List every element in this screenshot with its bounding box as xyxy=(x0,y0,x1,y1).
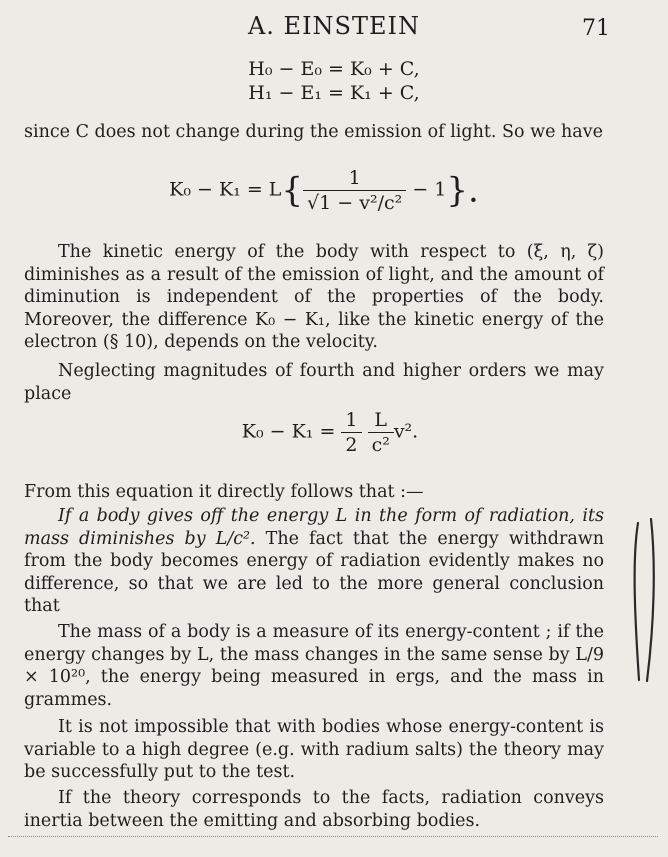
handwritten-margin-mark-icon xyxy=(626,515,662,685)
equation-2-denominator: √1 − v²/c² xyxy=(307,192,403,214)
equation-3-l-numerator: L xyxy=(368,408,394,433)
paragraph-5-rest: The fact that the energy withdrawn from the body becomes energy of radiation evidently makes no difference, so that we are led to the more general conclusion that xyxy=(24,528,605,616)
equation-1-line-2: H₁ − E₁ = K₁ + C, xyxy=(248,82,420,104)
page-number: 71 xyxy=(582,16,610,41)
equation-3-tail: v². xyxy=(393,420,419,443)
running-header: A. EINSTEIN xyxy=(247,12,421,40)
paragraph-2: The kinetic energy of the body with respect to (ξ, η, ζ) diminishes as a result of the emission of light, and the amount of diminution is independent of the properties of the body. Moreover, the difference K₀ − K₁, like the kinetic energy of the electron (§ 10), depends on the velocity. xyxy=(24,242,604,352)
paragraph-6: The mass of a body is a measure of its energy-content ; if the energy changes by L, the mass changes in the same sense by L/9 × 10²⁰, the energy being measured in ergs, and the mass in grammes. xyxy=(24,622,604,710)
paragraph-7: It is not impossible that with bodies whose energy-content is variable to a high degree (e.g. with radium salts) the theory may be successfully put to the test. xyxy=(24,717,604,782)
equation-3-c2-denominator: c² xyxy=(371,434,390,456)
paragraph-4: From this equation it directly follows that :— xyxy=(24,482,424,502)
equation-3-fraction-half xyxy=(341,408,361,457)
equation-2-right-brace: }. xyxy=(446,170,479,211)
equation-3-fraction-l-over-c2 xyxy=(368,408,394,457)
equation-3 xyxy=(0,408,664,457)
paragraph-1: since C does not change during the emission of light. So we have xyxy=(24,122,603,142)
equation-2 xyxy=(0,166,658,215)
paragraph-3: Neglecting magnitudes of fourth and higher orders we may place xyxy=(24,361,604,404)
paragraph-8: If the theory corresponds to the facts, radiation conveys inertia between the emitting and absorbing bodies. xyxy=(24,788,604,831)
equation-3-half-numerator: 1 xyxy=(341,408,361,433)
equation-2-left-brace: { xyxy=(281,170,304,211)
equation-2-numerator: 1 xyxy=(303,166,406,191)
equation-2-tail: − 1 xyxy=(412,178,447,201)
paragraph-5-italic-statement: If a body gives off the energy L in the form of radiation, its mass diminishes by L/c². xyxy=(24,506,604,549)
equation-1-line-1: H₀ − E₀ = K₀ + C, xyxy=(248,58,420,80)
equation-3-lhs: K₀ − K₁ = xyxy=(241,420,336,443)
paragraph-5 xyxy=(24,505,604,618)
equation-2-fraction xyxy=(303,166,406,215)
equation-2-lhs: K₀ − K₁ = L xyxy=(169,178,282,201)
equation-3-half-denominator: 2 xyxy=(345,434,358,456)
page-bottom-rule xyxy=(8,836,658,837)
